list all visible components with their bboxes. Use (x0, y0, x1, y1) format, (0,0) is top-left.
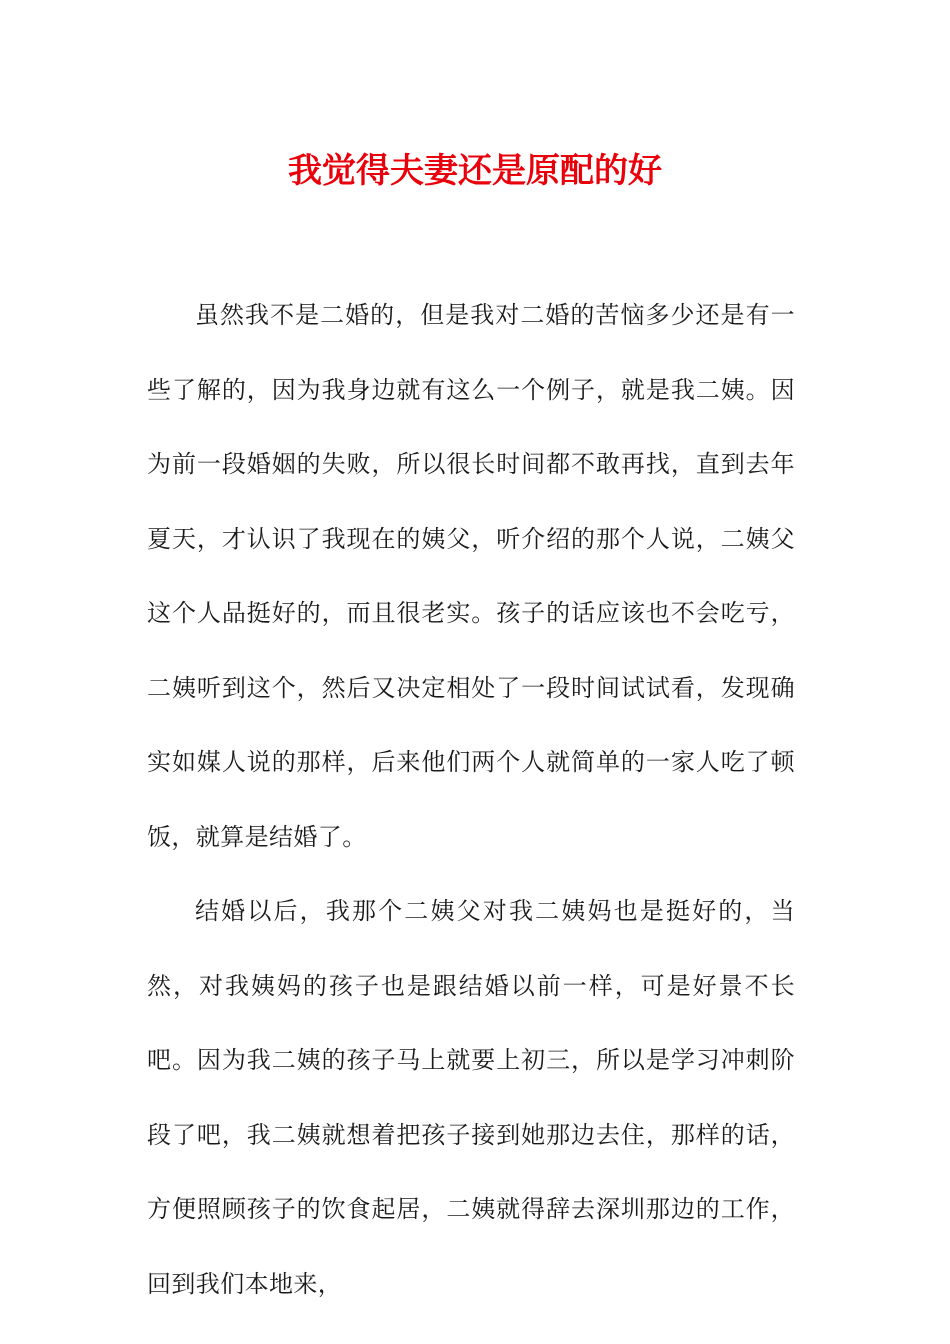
document-title: 我觉得夫妻还是原配的好 (288, 151, 662, 191)
paragraph: 虽然我不是二婚的，但是我对二婚的苦恼多少还是有一些了解的，因为我身边就有这么一个例子，就是我二姨。因为前一段婚姻的失败，所以很长时间都不敢再找，直到去年夏天，才认识了我现在的姨父，听介绍的那个人说，二姨父这个人品挺好的，而且很老实。孩子的话应该也不会吃亏，二姨听到这个，然后又决定相处了一段时间试试看，发现确实如媒人说的那样，后来他们两个人就简单的一家人吃了顿饭，就算是结婚了。 (147, 301, 795, 851)
paragraph: 结婚以后，我那个二姨父对我二姨妈也是挺好的，当然，对我姨妈的孩子也是跟结婚以前一样，可是好景不长吧。因为我二姨的孩子马上就要上初三，所以是学习冲刺阶段了吧，我二姨就想着把孩子接到她那边去住，那样的话，方便照顾孩子的饮食起居，二姨就得辞去深圳那边的工作，回到我们本地来， (147, 897, 795, 1298)
document-body (147, 278, 795, 1321)
